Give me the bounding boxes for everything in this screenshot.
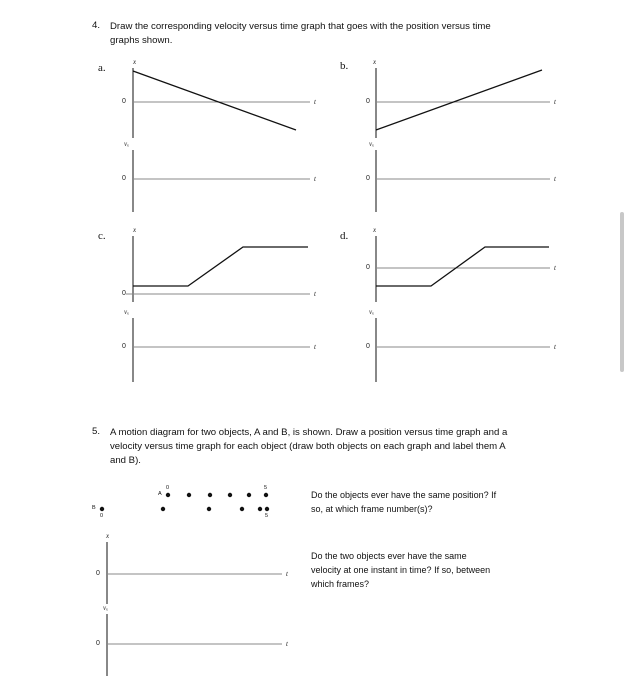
q5-position-x-label: x <box>106 532 110 540</box>
q5-velocity-vx-label: vₓ <box>103 604 109 612</box>
same-velocity-question-line-3: which frames? <box>311 579 370 589</box>
graph-d-x-label: x <box>373 226 377 234</box>
part-b-label: b. <box>340 60 349 72</box>
part-a-label: a. <box>98 62 106 74</box>
q5-velocity-graph <box>107 614 282 676</box>
graph-d-position <box>376 236 550 302</box>
graph-b-x-label: x <box>373 58 377 66</box>
a-dot-5 <box>264 493 268 497</box>
a-dot-0 <box>166 493 170 497</box>
a-dot-2 <box>208 493 212 497</box>
graph-d-zero: 0 <box>366 264 370 271</box>
graph-c-t-label: t <box>314 290 316 298</box>
graph-b-position <box>376 68 550 138</box>
a-dot-3 <box>228 493 232 497</box>
graph-d-v-t-label: t <box>554 343 556 351</box>
same-velocity-question-line-2: velocity at one instant in time? If so, between <box>311 565 491 575</box>
motion-diagram <box>100 493 269 511</box>
graph-c-zero: 0 <box>122 290 126 297</box>
object-b-frame-5: 5 <box>265 513 269 519</box>
question-5-number: 5. <box>92 426 101 437</box>
graph-c-v-t-label: t <box>314 343 316 351</box>
graph-b-t-label: t <box>554 98 556 106</box>
graph-b-v-t-label: t <box>554 175 556 183</box>
graph-a-vx-label: vₓ <box>124 140 130 148</box>
same-position-question-line-1: Do the objects ever have the same position? If <box>311 490 497 500</box>
a-dot-4 <box>247 493 251 497</box>
question-4-line-2: graphs shown. <box>110 35 173 46</box>
graph-c-velocity <box>133 318 310 382</box>
graph-d-velocity <box>376 318 550 382</box>
graph-b-velocity <box>376 150 550 212</box>
graph-d-vx-label: vₓ <box>369 308 375 316</box>
same-velocity-question-line-1: Do the two objects ever have the same <box>311 551 467 561</box>
graph-b-zero: 0 <box>366 98 370 105</box>
b-dot-4 <box>258 507 262 511</box>
graph-d-v-zero: 0 <box>366 343 370 350</box>
object-a-frame-5: 5 <box>264 485 268 491</box>
part-c-label: c. <box>98 230 106 242</box>
part-d-label: d. <box>340 230 349 242</box>
question-5-line-2: velocity versus time graph for each object (draw both objects on each graph and label them A <box>110 441 506 452</box>
graph-a-zero: 0 <box>122 98 126 105</box>
question-5-line-3: and B). <box>110 455 141 466</box>
b-dot-3 <box>240 507 244 511</box>
same-position-question-line-2: so, at which frame number(s)? <box>311 504 433 514</box>
question-4-line-1: Draw the corresponding velocity versus time graph that goes with the position versus time <box>110 21 491 32</box>
q5-position-graph <box>107 542 282 604</box>
scrollbar-thumb[interactable] <box>620 212 624 372</box>
graph-a-x-label: x <box>133 58 137 66</box>
graph-a-v-t-label: t <box>314 175 316 183</box>
graph-d-t-label: t <box>554 264 556 272</box>
graph-a-v-zero: 0 <box>122 175 126 182</box>
graph-a-position <box>133 68 310 138</box>
graph-c-vx-label: vₓ <box>124 308 130 316</box>
q5-velocity-t-label: t <box>286 640 288 648</box>
b-dot-1 <box>161 507 165 511</box>
object-a-frame-0: 0 <box>166 485 170 491</box>
q5-position-t-label: t <box>286 570 288 578</box>
b-dot-5 <box>265 507 269 511</box>
b-dot-0 <box>100 507 104 511</box>
q5-position-zero: 0 <box>96 570 100 577</box>
graph-b-v-zero: 0 <box>366 175 370 182</box>
b-dot-2 <box>207 507 211 511</box>
object-a-label: A <box>158 491 162 497</box>
q5-velocity-zero: 0 <box>96 640 100 647</box>
graph-c-position <box>126 236 310 302</box>
graph-c-x-label: x <box>133 226 137 234</box>
graph-a-velocity <box>133 150 310 212</box>
object-b-label: B <box>92 505 96 511</box>
graph-b-vx-label: vₓ <box>369 140 375 148</box>
graph-a-t-label: t <box>314 98 316 106</box>
a-dot-1 <box>187 493 191 497</box>
object-b-frame-0: 0 <box>100 513 104 519</box>
question-4-number: 4. <box>92 20 101 31</box>
question-5-line-1: A motion diagram for two objects, A and B, is shown. Draw a position versus time graph and a <box>110 427 508 438</box>
graph-c-v-zero: 0 <box>122 343 126 350</box>
